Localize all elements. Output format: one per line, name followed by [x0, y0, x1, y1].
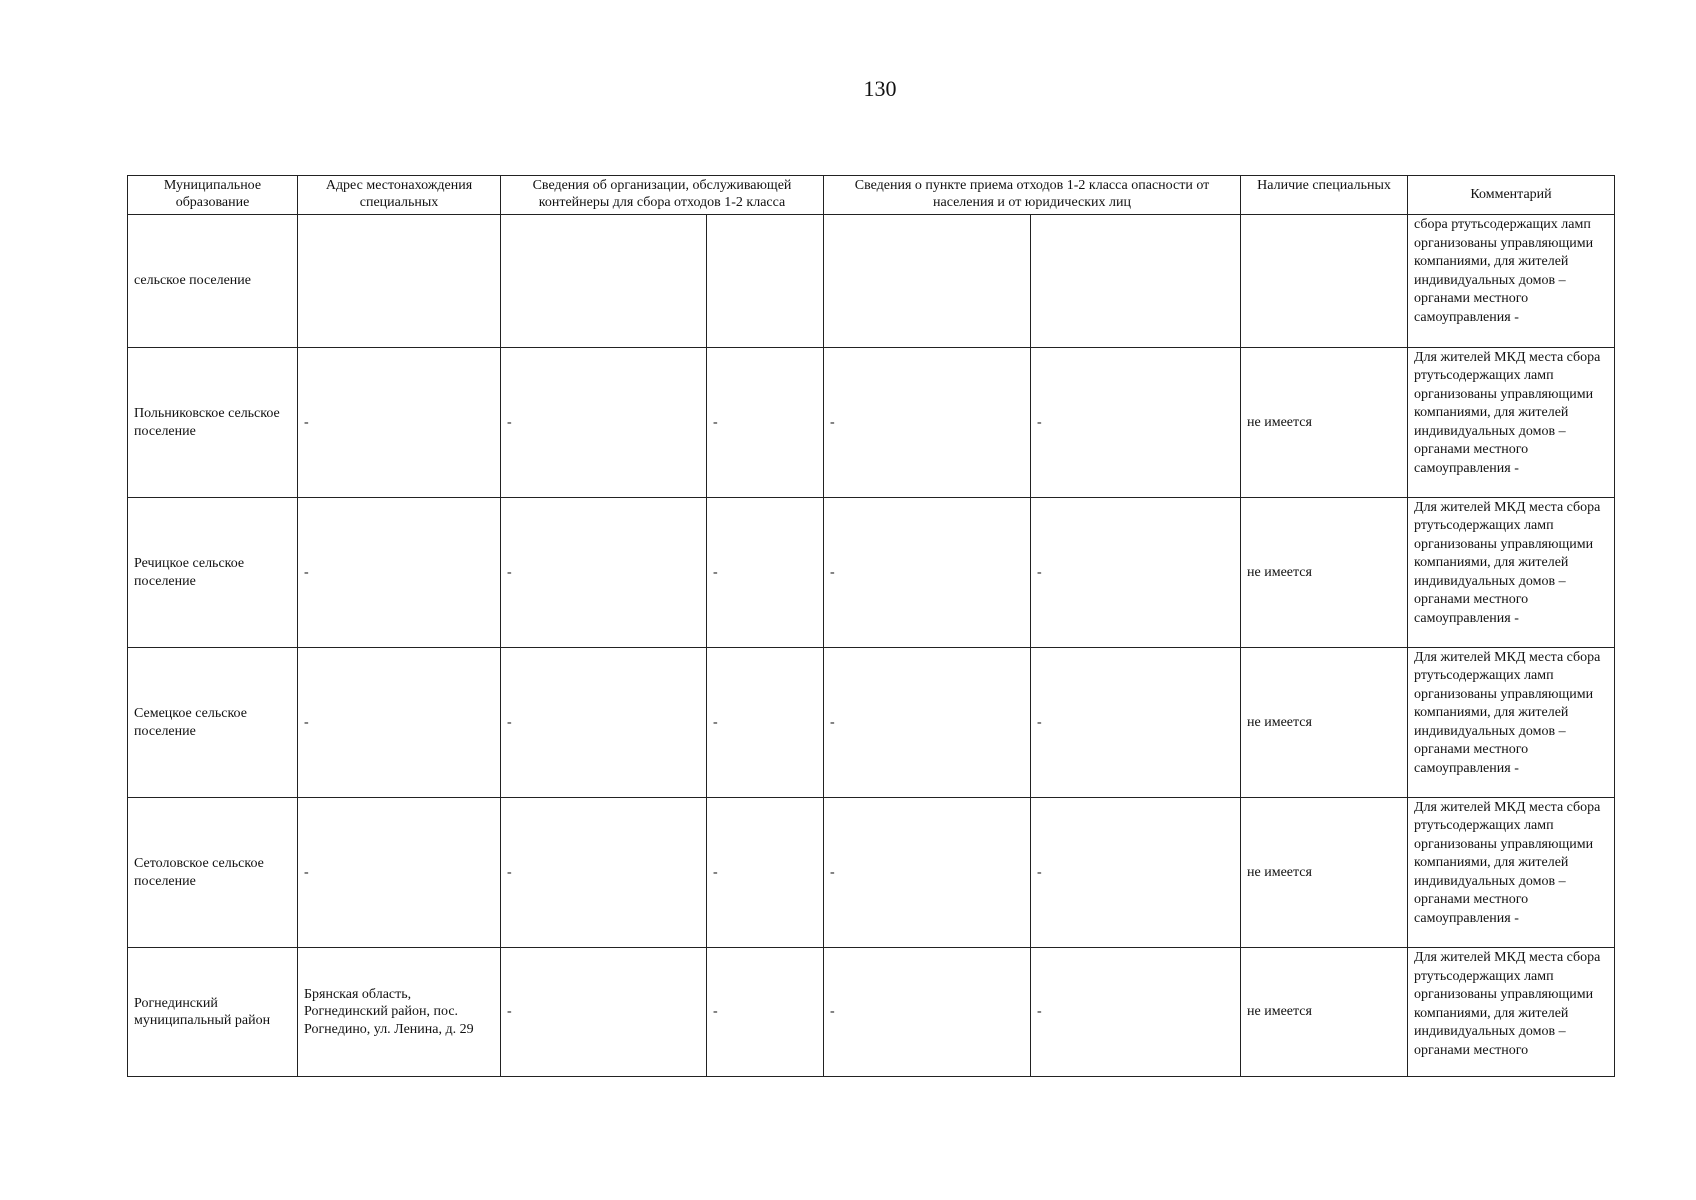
availability-cell: не имеется — [1241, 798, 1408, 948]
municipality-cell: сельское поселение — [128, 215, 298, 348]
municipality-cell: Речицкое сельское поселение — [128, 498, 298, 648]
comment-cell: Для жителей МКД места сбора ртутьсодержащих ламп организованы управляющими компаниями, для жителей индивидуальных домов – органами местного самоуправления - — [1408, 648, 1615, 798]
table-row — [128, 215, 1615, 348]
address-cell: - — [298, 348, 501, 498]
comment-cell: сбора ртутьсодержащих ламп организованы управляющими компаниями, для жителей индивидуальных домов – органами местного самоуправления - — [1408, 215, 1615, 348]
comment-cell: Для жителей МКД места сбора ртутьсодержащих ламп организованы управляющими компаниями, для жителей индивидуальных домов – органами местного самоуправления - — [1408, 498, 1615, 648]
municipality-cell: Сетоловское сельское поселение — [128, 798, 298, 948]
point-cell-a: - — [824, 948, 1031, 1077]
table-row — [128, 498, 1615, 648]
point-cell-b: - — [1031, 648, 1241, 798]
org-cell-b: - — [707, 648, 824, 798]
municipality-cell: Рогнединский муниципальный район — [128, 948, 298, 1077]
table-header-row — [128, 176, 1615, 215]
org-cell-a: - — [501, 948, 707, 1077]
table-row — [128, 648, 1615, 798]
comment-cell: Для жителей МКД места сбора ртутьсодержащих ламп организованы управляющими компаниями, для жителей индивидуальных домов – органами местного самоуправления - — [1408, 348, 1615, 498]
org-cell-b: - — [707, 798, 824, 948]
org-cell-a: - — [501, 798, 707, 948]
address-cell: Брянская область, Рогнединский район, пос. Рогнедино, ул. Ленина, д. 29 — [298, 948, 501, 1077]
page-number: 130 — [863, 76, 897, 101]
org-cell-a: - — [501, 348, 707, 498]
header-municipality: Муниципальное образование — [128, 176, 298, 215]
org-cell-b: - — [707, 498, 824, 648]
comment-cell: Для жителей МКД места сбора ртутьсодержащих ламп организованы управляющими компаниями, для жителей индивидуальных домов – органами местного самоуправления - — [1408, 798, 1615, 948]
point-cell-b: - — [1031, 798, 1241, 948]
address-cell — [298, 215, 501, 348]
org-cell-b — [707, 215, 824, 348]
org-cell-a: - — [501, 648, 707, 798]
availability-cell: не имеется — [1241, 498, 1408, 648]
header-organization: Сведения об организации, обслуживающей контейнеры для сбора отходов 1-2 класса — [501, 176, 824, 215]
table-row — [128, 348, 1615, 498]
header-availability: Наличие специальных — [1241, 176, 1408, 215]
point-cell-b: - — [1031, 498, 1241, 648]
table-row — [128, 948, 1615, 1077]
header-address: Адрес местонахождения специальных — [298, 176, 501, 215]
address-cell: - — [298, 798, 501, 948]
availability-cell: не имеется — [1241, 948, 1408, 1077]
address-cell: - — [298, 498, 501, 648]
point-cell-a — [824, 215, 1031, 348]
availability-cell — [1241, 215, 1408, 348]
municipality-cell: Семецкое сельское поселение — [128, 648, 298, 798]
org-cell-a — [501, 215, 707, 348]
point-cell-b: - — [1031, 348, 1241, 498]
comment-cell: Для жителей МКД места сбора ртутьсодержащих ламп организованы управляющими компаниями, для жителей индивидуальных домов – органами местного — [1408, 948, 1615, 1077]
org-cell-b: - — [707, 948, 824, 1077]
municipality-cell: Польниковское сельское поселение — [128, 348, 298, 498]
point-cell-a: - — [824, 348, 1031, 498]
org-cell-a: - — [501, 498, 707, 648]
availability-cell: не имеется — [1241, 348, 1408, 498]
point-cell-a: - — [824, 498, 1031, 648]
point-cell-b: - — [1031, 948, 1241, 1077]
header-comment: Комментарий — [1408, 176, 1615, 215]
table-row — [128, 798, 1615, 948]
waste-collection-table — [127, 175, 1615, 1077]
availability-cell: не имеется — [1241, 648, 1408, 798]
point-cell-b — [1031, 215, 1241, 348]
point-cell-a: - — [824, 798, 1031, 948]
point-cell-a: - — [824, 648, 1031, 798]
org-cell-b: - — [707, 348, 824, 498]
header-collection-point: Сведения о пункте приема отходов 1-2 класса опасности от населения и от юридических лиц — [824, 176, 1241, 215]
address-cell: - — [298, 648, 501, 798]
